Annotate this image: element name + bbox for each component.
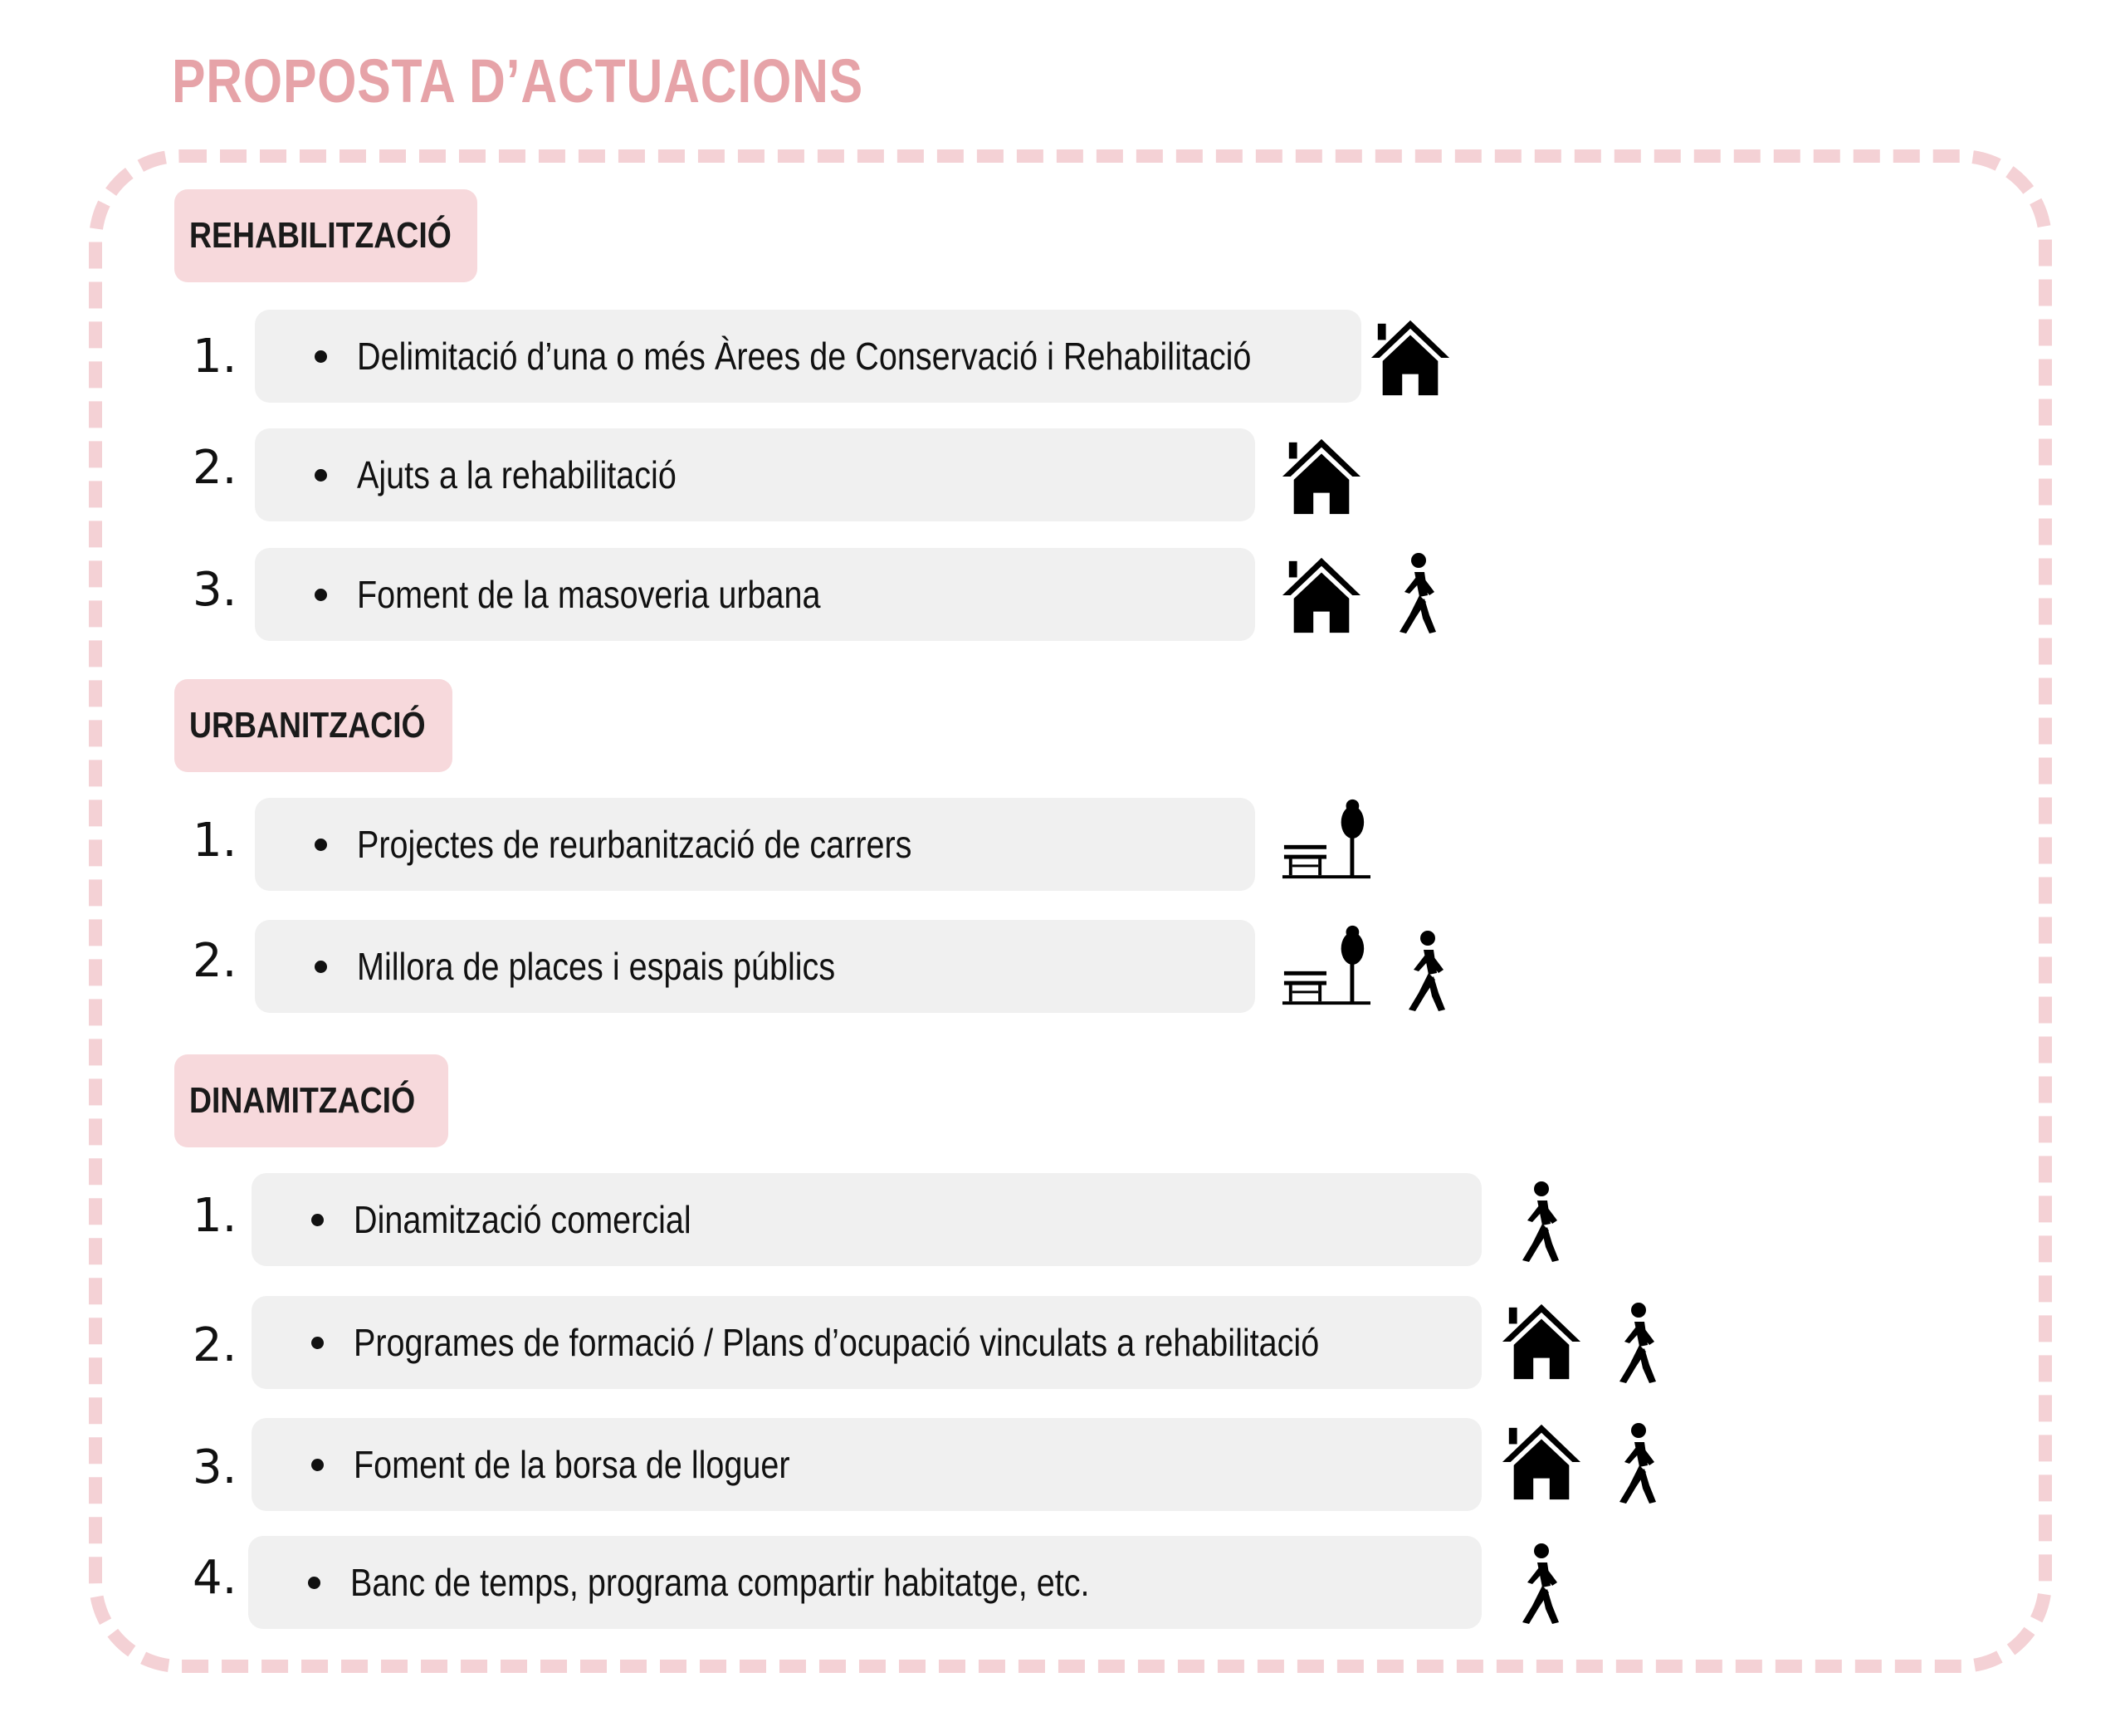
section-label: REHABILITZACIÓ <box>189 215 452 256</box>
bullet <box>308 1577 320 1589</box>
pedestrian-icon <box>1390 552 1442 635</box>
bullet <box>315 839 327 851</box>
page-title: PROPOSTA D’ACTUACIONS <box>172 46 864 115</box>
item-number: 1. <box>193 814 237 868</box>
list-item <box>255 548 1255 641</box>
section-label: URBANITZACIÓ <box>189 705 426 746</box>
bullet <box>311 1459 324 1471</box>
house-icon <box>1501 1421 1582 1503</box>
section-badge-rehabilitacio <box>174 189 477 282</box>
list-item <box>255 428 1255 521</box>
list-item <box>252 1418 1482 1511</box>
bullet <box>311 1214 324 1226</box>
section-badge-dinamitzacio <box>174 1054 448 1147</box>
item-text: Foment de la borsa de lloguer <box>354 1443 790 1486</box>
section-label: DINAMITZACIÓ <box>189 1080 416 1121</box>
pedestrian-icon <box>1513 1543 1565 1626</box>
item-number: 2. <box>193 441 237 495</box>
item-text: Delimitació d’una o més Àrees de Conservació i Rehabilitació <box>357 335 1252 378</box>
house-icon <box>1370 317 1451 399</box>
pedestrian-icon <box>1610 1422 1662 1505</box>
pedestrian-icon <box>1400 930 1451 1013</box>
item-text: Foment de la masoveria urbana <box>357 573 821 616</box>
list-item <box>255 920 1255 1013</box>
item-number: 3. <box>193 563 237 617</box>
house-icon <box>1281 555 1362 636</box>
bullet <box>315 469 327 482</box>
bullet <box>315 589 327 601</box>
item-text: Ajuts a la rehabilitació <box>357 453 677 496</box>
park-bench-tree-icon <box>1281 923 1370 1006</box>
item-number: 2. <box>193 934 237 988</box>
item-number: 3. <box>193 1440 237 1494</box>
list-item <box>252 1296 1482 1389</box>
park-bench-tree-icon <box>1281 797 1370 880</box>
bullet <box>315 350 327 363</box>
item-text: Banc de temps, programa compartir habitatge, etc. <box>350 1561 1090 1604</box>
house-icon <box>1281 436 1362 517</box>
pedestrian-icon <box>1610 1302 1662 1385</box>
list-item <box>255 310 1361 403</box>
item-number: 4. <box>193 1551 237 1605</box>
section-badge-urbanitzacio <box>174 679 452 772</box>
list-item <box>248 1536 1482 1629</box>
item-text: Programes de formació / Plans d’ocupació vinculats a rehabilitació <box>354 1321 1320 1364</box>
list-item <box>255 798 1255 891</box>
house-icon <box>1501 1301 1582 1382</box>
bullet <box>315 961 327 973</box>
item-text: Millora de places i espais públics <box>357 945 836 988</box>
item-text: Projectes de reurbanització de carrers <box>357 823 912 866</box>
bullet <box>311 1337 324 1349</box>
item-text: Dinamització comercial <box>354 1198 691 1241</box>
item-number: 2. <box>193 1318 237 1372</box>
list-item <box>252 1173 1482 1266</box>
pedestrian-icon <box>1513 1181 1565 1264</box>
item-number: 1. <box>193 1189 237 1243</box>
item-number: 1. <box>193 330 237 384</box>
